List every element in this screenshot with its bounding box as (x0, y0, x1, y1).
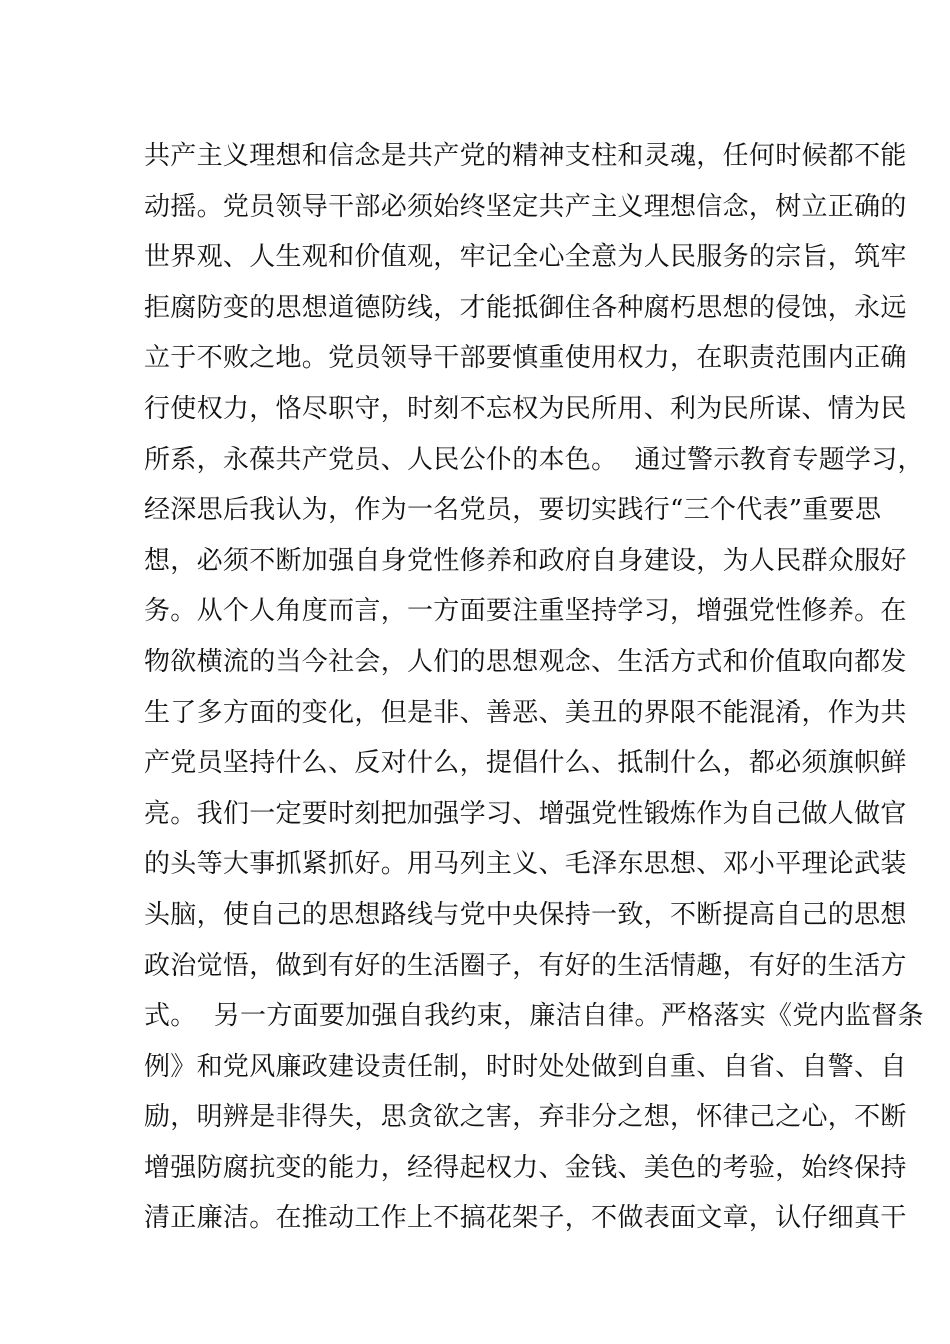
text-line: 物欲横流的当今社会，人们的思想观念、生活方式和价值取向都发 (144, 646, 907, 677)
text-line: 亮。我们一定要时刻把加强学习、增强党性锻炼作为自己做人做官 (144, 798, 907, 829)
text-line: 励，明辨是非得失，思贪欲之害，弃非分之想，怀律己之心，不断 (144, 1102, 907, 1133)
text-line: 世界观、人生观和价值观，牢记全心全意为人民服务的宗旨，筑牢 (144, 242, 907, 273)
text-line: 所系，永葆共产党员、人民公仆的本色。 通过警示教育专题学习， (144, 444, 924, 475)
body-text (144, 131, 924, 1244)
text-line: 生了多方面的变化，但是非、善恶、美丑的界限不能混淆，作为共 (144, 697, 907, 728)
text-line: 经深思后我认为，作为一名党员，要切实践行“三个代表”重要思 (144, 495, 882, 526)
text-line: 拒腐防变的思想道德防线，才能抵御住各种腐朽思想的侵蚀，永远 (144, 292, 907, 323)
text-line: 的头等大事抓紧抓好。用马列主义、毛泽东思想、邓小平理论武装 (144, 849, 907, 880)
text-line: 式。 另一方面要加强自我约束，廉洁自律。严格落实《党内监督条 (144, 1001, 924, 1032)
text-line: 行使权力，恪尽职守，时刻不忘权为民所用、利为民所谋、情为民 (144, 393, 907, 424)
text-line: 头脑，使自己的思想路线与党中央保持一致，不断提高自己的思想 (144, 899, 907, 930)
text-line: 想，必须不断加强自身党性修养和政府自身建设，为人民群众服好 (144, 545, 907, 576)
text-line: 政治觉悟，做到有好的生活圈子，有好的生活情趣，有好的生活方 (144, 950, 907, 981)
text-line: 例》和党风廉政建设责任制，时时处处做到自重、自省、自警、自 (144, 1051, 907, 1082)
text-line: 清正廉洁。在推动工作上不搞花架子，不做表面文章，认仔细真干 (144, 1203, 907, 1234)
text-line: 共产主义理想和信念是共产党的精神支柱和灵魂，任何时候都不能 (144, 141, 907, 171)
text-line: 增强防腐抗变的能力，经得起权力、金钱、美色的考验，始终保持 (144, 1152, 907, 1183)
text-line: 动摇。党员领导干部必须始终坚定共产主义理想信念，树立正确的 (144, 191, 907, 222)
text-line: 立于不败之地。党员领导干部要慎重使用权力，在职责范围内正确 (144, 343, 907, 374)
text-line: 务。从个人角度而言，一方面要注重坚持学习，增强党性修养。在 (144, 596, 907, 627)
text-line: 产党员坚持什么、反对什么，提倡什么、抵制什么，都必须旗帜鲜 (144, 748, 907, 779)
